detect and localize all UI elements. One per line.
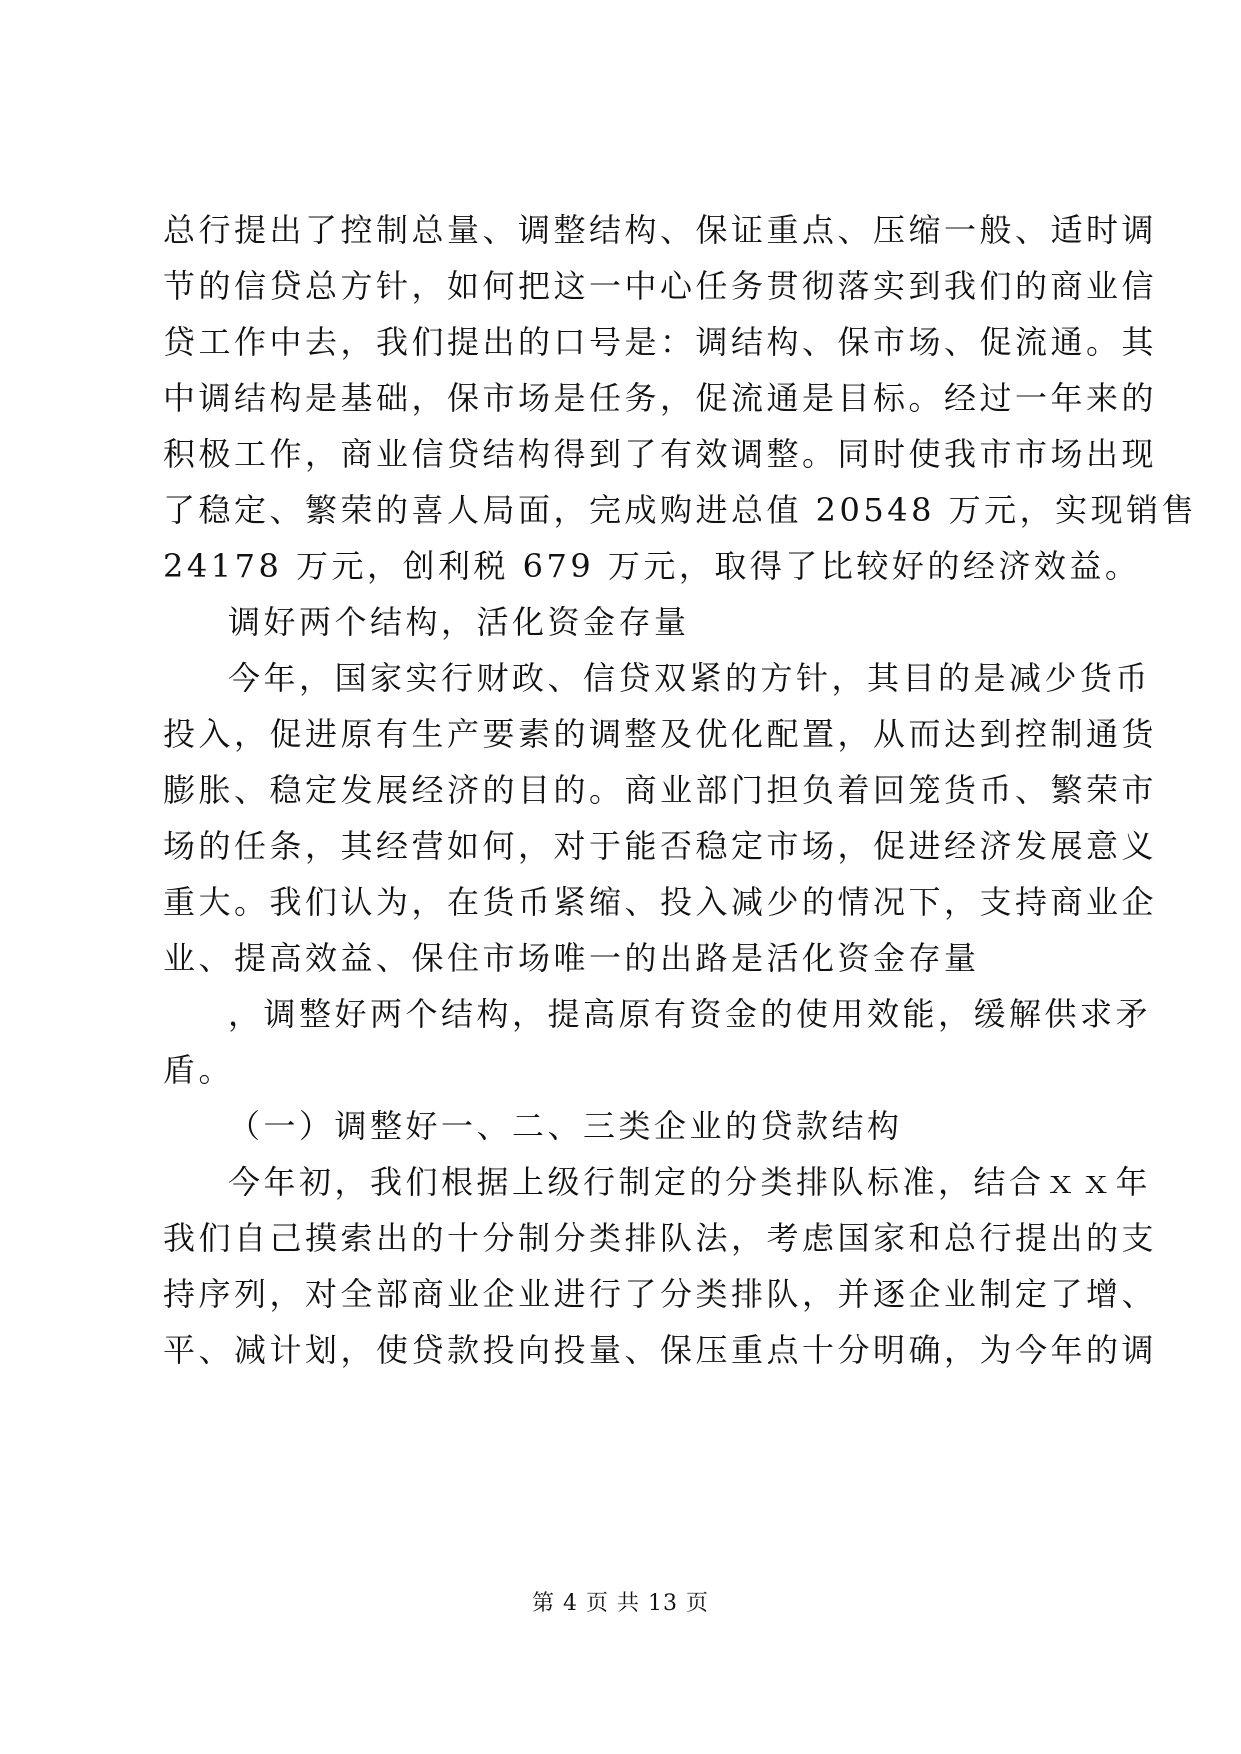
body-text-line: 持序列，对全部商业企业进行了分类排队，并逐企业制定了增、 [163, 1275, 1158, 1313]
body-text-line: 了稳定、繁荣的喜人局面，完成购进总值 20548 万元，实现销售 [163, 491, 1198, 529]
body-text-line: 我们自己摸索出的十分制分类排队法，考虑国家和总行提出的支 [163, 1219, 1158, 1257]
subsection-heading: （一）调整好一、二、三类企业的贷款结构 [228, 1107, 903, 1145]
body-text-line: 节的信贷总方针，如何把这一中心任务贯彻落实到我们的商业信 [163, 267, 1158, 305]
body-text-line: 中调结构是基础，保市场是任务，促流通是目标。经过一年来的 [163, 379, 1158, 417]
page-number-footer: 第 4 页 共 13 页 [532, 1591, 709, 1616]
body-text-line: 盾。 [163, 1051, 235, 1089]
body-text-line: 平、减计划，使贷款投向投量、保压重点十分明确，为今年的调 [163, 1331, 1158, 1369]
body-text-line: 场的任条，其经营如何，对于能否稳定市场，促进经济发展意义 [163, 827, 1158, 865]
body-text-line: 积极工作，商业信贷结构得到了有效调整。同时使我市市场出现 [163, 435, 1158, 473]
body-text-line: 重大。我们认为，在货币紧缩、投入减少的情况下，支持商业企 [163, 883, 1158, 921]
body-text-line: 业、提高效益、保住市场唯一的出路是活化资金存量 [163, 939, 980, 977]
body-text-line: 今年初，我们根据上级行制定的分类排队标准，结合ｘｘ年 [228, 1163, 1152, 1201]
body-text-line: 24178 万元，创利税 679 万元，取得了比较好的经济效益。 [163, 547, 1141, 585]
body-text-line: 今年，国家实行财政、信贷双紧的方针，其目的是减少货币 [228, 659, 1152, 697]
body-text-line: ，调整好两个结构，提高原有资金的使用效能，缓解供求矛 [228, 995, 1152, 1033]
body-text-line: 总行提出了控制总量、调整结构、保证重点、压缩一般、适时调 [163, 211, 1158, 249]
section-heading: 调好两个结构，活化资金存量 [228, 603, 690, 641]
body-text-line: 膨胀、稳定发展经济的目的。商业部门担负着回笼货币、繁荣市 [163, 771, 1158, 809]
body-text-line: 投入，促进原有生产要素的调整及优化配置，从而达到控制通货 [163, 715, 1158, 753]
body-text-line: 贷工作中去，我们提出的口号是：调结构、保市场、促流通。其 [163, 323, 1158, 361]
